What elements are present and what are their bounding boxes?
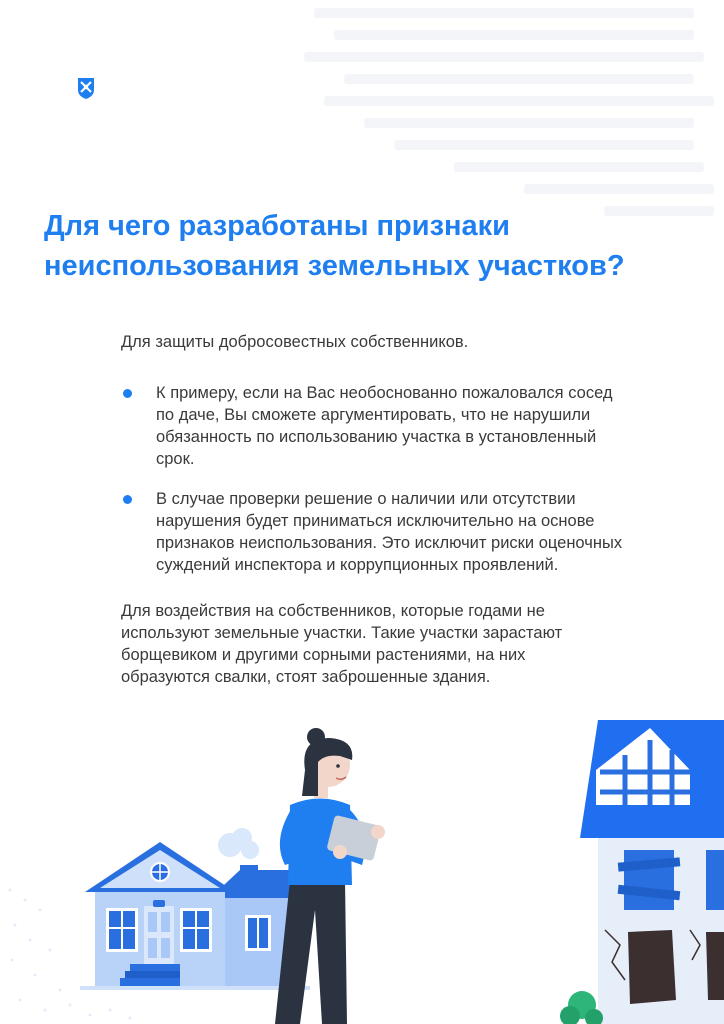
bullet-item xyxy=(121,488,681,576)
bullet-dot-icon xyxy=(123,495,132,504)
intro-text: Для защиты добросовестных собственников. xyxy=(121,333,469,351)
emblem-logo-icon xyxy=(76,76,96,100)
bullet-line: по даче, Вы сможете аргументировать, что не нарушили xyxy=(156,406,591,424)
title-line: Для чего разработаны признаки xyxy=(44,210,510,242)
bullet-line: нарушения будет приниматься исключительно на основе xyxy=(156,512,595,530)
house-illustration xyxy=(80,828,310,990)
bullet-line: признаков неиспользования. Это исключит риски оценочных xyxy=(156,534,623,552)
page-title xyxy=(44,206,704,286)
paragraph-line: Для воздействия на собственников, которые годами не xyxy=(121,602,545,620)
paragraph-line: используют земельные участки. Такие участки зарастают xyxy=(121,624,563,642)
content-body xyxy=(121,331,681,688)
bullet-item xyxy=(121,382,681,470)
abandoned-building-illustration xyxy=(560,720,724,1024)
bullet-line: срок. xyxy=(156,450,195,468)
title-line: неиспользования земельных участков? xyxy=(44,250,625,282)
paragraph-line: борщевиком и другими сорными растениями, на них xyxy=(121,646,526,664)
paragraph-line: образуются свалки, стоят заброшенные здания. xyxy=(121,668,491,686)
bullet-line: обязанность по использованию участка в установленный xyxy=(156,428,597,446)
woman-illustration xyxy=(275,728,385,1024)
bullet-dot-icon xyxy=(123,389,132,398)
paragraph-text xyxy=(121,600,681,688)
bullet-line: В случае проверки решение о наличии или отсутствии xyxy=(156,490,576,508)
bullet-line: К примеру, если на Вас необоснованно пожаловался сосед xyxy=(156,384,613,402)
illustration xyxy=(0,700,724,1024)
bullet-line: суждений инспектора и коррупционных проявлений. xyxy=(156,556,559,574)
